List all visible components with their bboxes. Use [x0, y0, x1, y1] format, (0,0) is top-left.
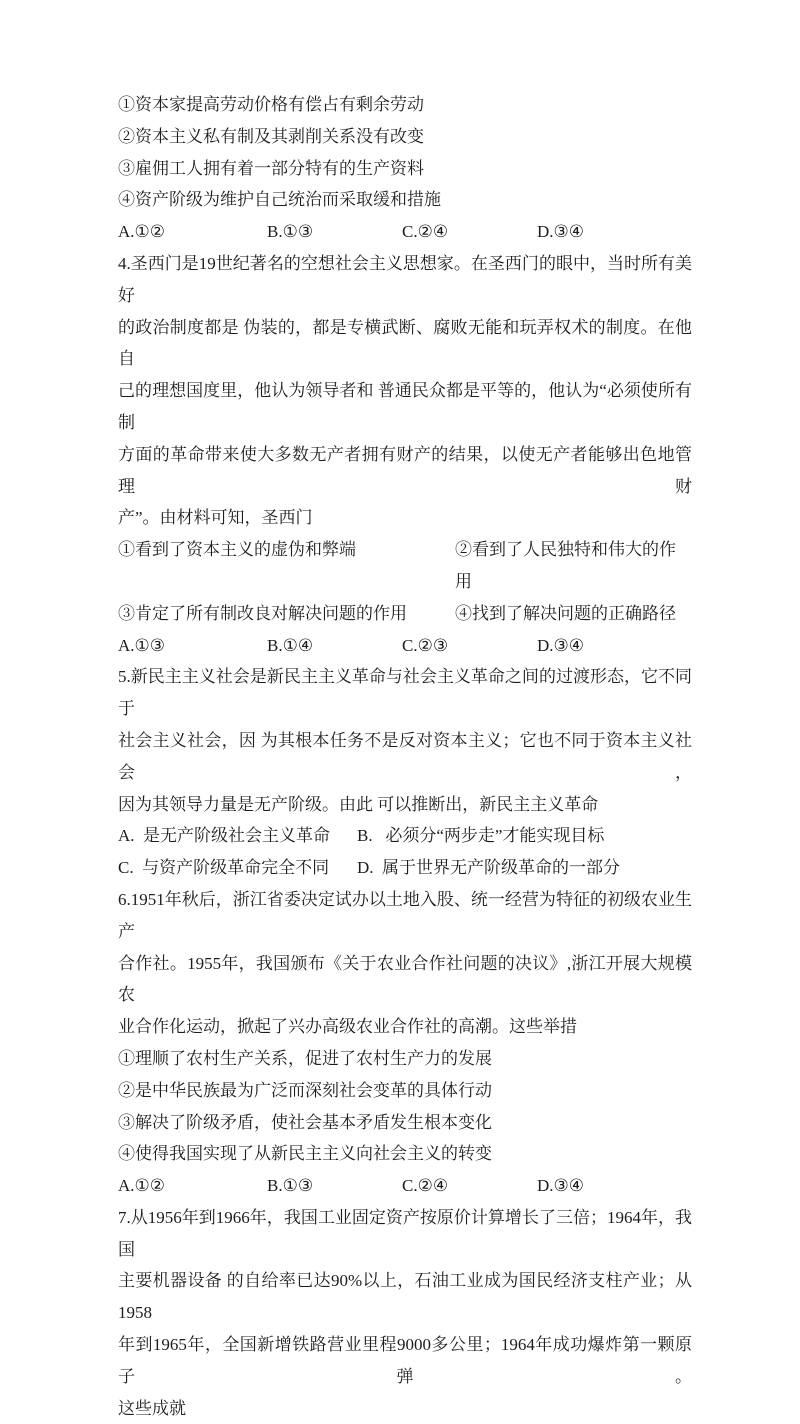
option-b: B.①③: [267, 1176, 314, 1196]
option-d: D.③④: [537, 222, 585, 242]
numbered-choice: ③解决了阶级矛盾，使社会基本矛盾发生根本变化: [118, 1112, 492, 1132]
numbered-choice: ④找到了解决问题的正确路径: [455, 603, 676, 623]
question-6: [118, 884, 692, 1202]
stem-line: 业合作化运动，掀起了兴办高级农业合作社的高潮。这些举措: [118, 1017, 577, 1037]
question-5: [118, 661, 692, 884]
options-row: [118, 820, 692, 852]
stem-line: 年到1965年，全国新增铁路营业里程9000多公里；1964年成功爆炸第一颗原子弹。: [118, 1335, 692, 1386]
numbered-choice: ②是中华民族最为广泛而深刻社会变革的具体行动: [118, 1080, 492, 1100]
stem-line: 5.新民主主义社会是新民主主义革命与社会主义革命之间的过渡形态，它不同于: [118, 667, 692, 719]
option-b: B.①③: [267, 222, 314, 242]
stem-line: 7.从1956年到1966年，我国工业固定资产按原价计算增长了三倍；1964年，我国: [118, 1207, 692, 1259]
question-7: [118, 1202, 692, 1424]
option-d: D. 属于世界无产阶级革命的一部分: [357, 858, 621, 878]
numbered-choice: ④使得我国实现了从新民主主义向社会主义的转变: [118, 1144, 492, 1164]
stem-line: 社会主义社会，因 为其根本任务不是反对资本主义；它也不同于资本主义社会，: [118, 730, 692, 782]
option-c: C. 与资产阶级革命完全不同: [118, 858, 330, 878]
stem-line: 主要机器设备 的自给率已达90%以上，石油工业成为国民经济支柱产业；从1958: [118, 1271, 692, 1323]
numbered-choice: ③肯定了所有制改良对解决问题的作用: [118, 603, 407, 623]
option-a: A.①③: [118, 635, 166, 655]
stem-line: 己的理想国度里，他认为领导者和 普通民众都是平等的，他认为“必须使所有制: [118, 381, 692, 432]
question-4: [118, 248, 692, 661]
option-d: D.③④: [537, 1176, 585, 1196]
option-a: A.①②: [118, 1176, 166, 1196]
numbered-choice: ①看到了资本主义的虚伪和弊端: [118, 540, 356, 560]
option-d: D.③④: [537, 635, 585, 655]
option-c: C.②④: [402, 1176, 449, 1196]
numbered-choice: ④资产阶级为维护自己统治而采取缓和措施: [118, 190, 441, 210]
stem-line: 方面的革命带来使大多数无产者拥有财产的结果，以使无产者能够出色地管理财: [118, 444, 692, 496]
numbered-choice-row: [118, 534, 692, 598]
options-row: [118, 1170, 692, 1202]
options-row: [118, 630, 692, 662]
stem-line: 合作社。1955年，我国颁布《关于农业合作社问题的决议》,浙江开展大规模农: [118, 953, 692, 1005]
numbered-choice-row: [118, 598, 692, 630]
options-row: [118, 216, 692, 248]
option-c: C.②④: [402, 222, 449, 242]
numbered-choice: ②看到了人民独特和伟大的作用: [455, 540, 676, 591]
stem-line: 产”。由材料可知，圣西门: [118, 508, 313, 528]
option-b: B. 必须分“两步走”才能实现目标: [357, 826, 605, 846]
option-a: A.①②: [118, 222, 166, 242]
numbered-choice: ①资本家提高劳动价格有偿占有剩余劳动: [118, 95, 424, 114]
stem-line: 6.1951年秋后，浙江省委决定试办以土地入股、统一经营为特征的初级农业生产: [118, 889, 692, 941]
numbered-choice: ②资本主义私有制及其剥削关系没有改变: [118, 126, 424, 146]
option-b: B.①④: [267, 635, 314, 655]
question-3-tail: [118, 89, 692, 248]
stem-line: 4.圣西门是19世纪著名的空想社会主义思想家。在圣西门的眼中，当时所有美好: [118, 253, 692, 305]
options-row: [118, 852, 692, 884]
numbered-choice: ①理顺了农村生产关系，促进了农村生产力的发展: [118, 1048, 492, 1068]
option-c: C.②③: [402, 635, 449, 655]
numbered-choice: ③雇佣工人拥有着一部分特有的生产资料: [118, 158, 424, 178]
stem-line: 这些成就: [118, 1398, 186, 1418]
stem-line: 因为其领导力量是无产阶级。由此 可以推断出，新民主主义革命: [118, 794, 599, 814]
option-a: A. 是无产阶级社会主义革命: [118, 826, 331, 846]
stem-line: 的政治制度都是 伪装的，都是专横武断、腐败无能和玩弄权术的制度。在他自: [118, 317, 692, 369]
